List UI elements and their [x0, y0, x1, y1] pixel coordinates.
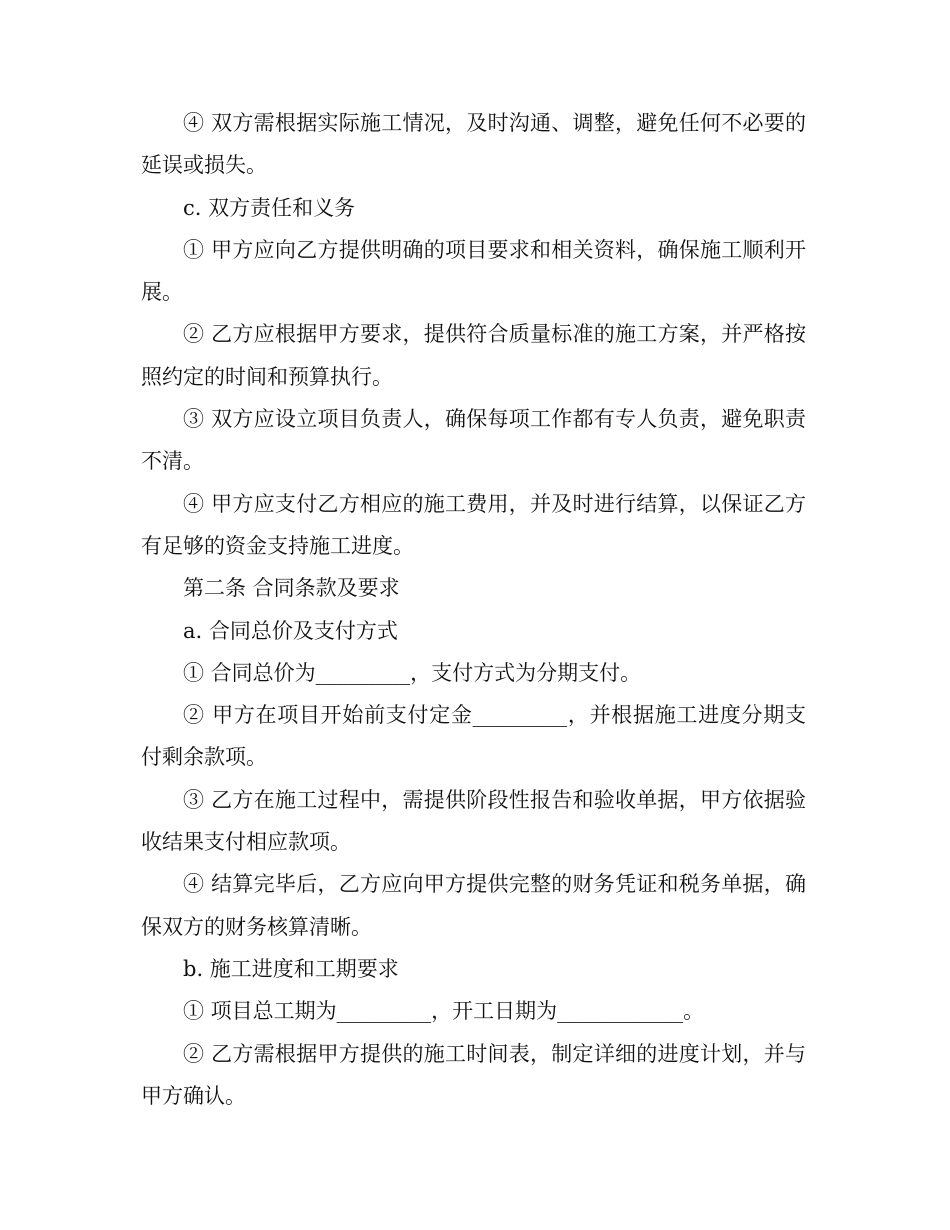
paragraph-payment-settlement: ④ 甲方应支付乙方相应的施工费用，并及时进行结算，以保证乙方有足够的资金支持施工进度。 [141, 491, 806, 558]
paragraph-financial-vouchers: ④ 结算完毕后，乙方应向甲方提供完整的财务凭证和税务单据，确保双方的财务核算清晰。 [141, 872, 806, 939]
paragraph-total-price: ① 合同总价为_________，支付方式为分期支付。 [183, 660, 642, 685]
section-heading-schedule: b. 施工进度和工期要求 [183, 956, 399, 981]
section-heading-total-price: a. 合同总价及支付方式 [183, 618, 398, 643]
paragraph-deposit: ② 甲方在项目开始前支付定金_________，并根据施工进度分期支付剩余款项。 [141, 703, 806, 770]
paragraph-progress-plan: ② 乙方需根据甲方提供的施工时间表，制定详细的进度计划，并与甲方确认。 [141, 1041, 806, 1108]
paragraph-total-duration: ① 项目总工期为_________，开工日期为____________。 [183, 999, 705, 1024]
paragraph-stage-reports: ③ 乙方在施工过程中，需提供阶段性报告和验收单据，甲方依据验收结果支付相应款项。 [141, 787, 806, 855]
section-heading-responsibilities: c. 双方责任和义务 [183, 195, 356, 220]
paragraph-project-lead: ③ 双方应设立项目负责人，确保每项工作都有专人负责，避免职责不清。 [141, 407, 806, 474]
document-body [141, 102, 806, 1117]
paragraph-party-b-construction-plan: ② 乙方应根据甲方要求，提供符合质量标准的施工方案，并严格按照约定的时间和预算执行。 [141, 322, 806, 389]
paragraph-party-a-provide-info: ① 甲方应向乙方提供明确的项目要求和相关资料，确保施工顺利开展。 [141, 237, 806, 305]
article-heading-contract-terms: 第二条 合同条款及要求 [183, 576, 400, 601]
paragraph-negotiate-adjust: ④ 双方需根据实际施工情况，及时沟通、调整，避免任何不必要的延误或损失。 [141, 111, 806, 178]
